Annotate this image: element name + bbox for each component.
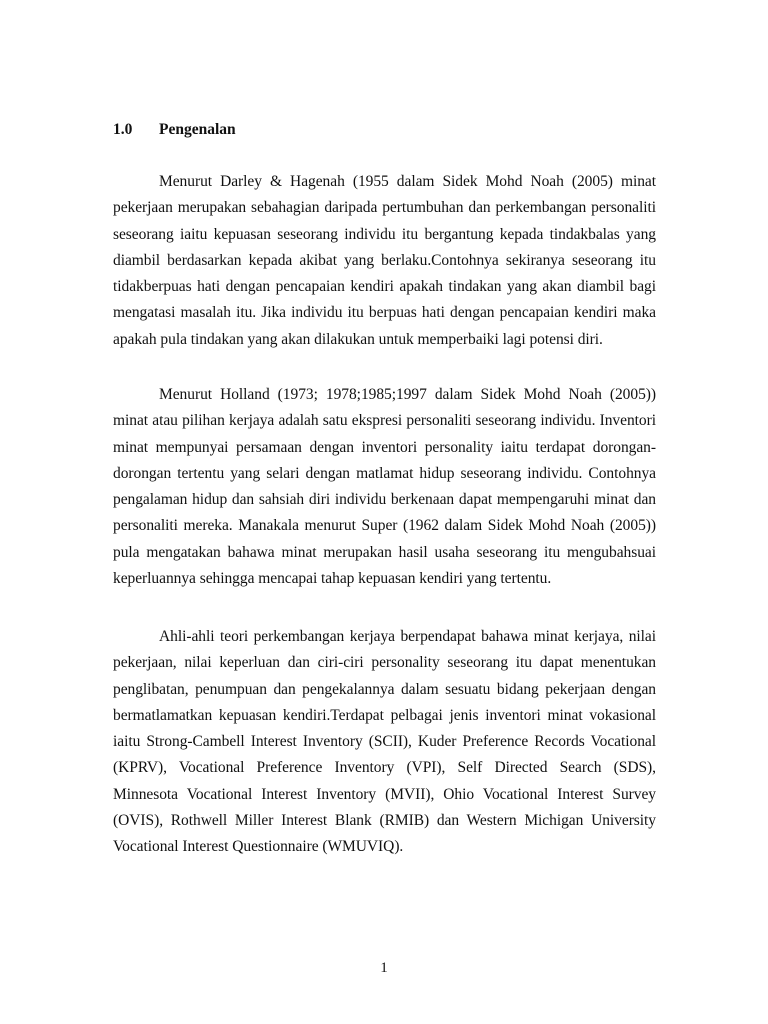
page-number: 1: [380, 960, 388, 976]
paragraph-2: Menurut Holland (1973; 1978;1985;1997 dalam Sidek Mohd Noah (2005)) minat atau pilihan kerjaya adalah satu ekspresi personaliti seseorang individu. Inventori minat mempunyai persamaan dengan inventori personality iaitu terdapat dorongan-dorongan tertentu yang selari dengan matlamat hidup seseorang individu. Contohnya pengalaman hidup dan sahsiah diri individu berkenaan dapat mempengaruhi minat dan personaliti mereka. Manakala menurut Super (1962 dalam Sidek Mohd Noah (2005)) pula mengatakan bahawa minat merupakan hasil usaha seseorang itu mengubahsuai keperluannya sehingga mencapai tahap kepuasan kendiri yang tertentu.: [113, 386, 656, 588]
section-number: 1.0: [113, 121, 133, 138]
paragraph-1: Menurut Darley & Hagenah (1955 dalam Sidek Mohd Noah (2005) minat pekerjaan merupakan sebahagian daripada pertumbuhan dan perkembangan personaliti seseorang iaitu kepuasan seseorang individu itu bergantung kepada tindakbalas yang diambil berdasarkan kepada akibat yang berlaku.Contohnya sekiranya seseorang itu tidakberpuas hati dengan pencapaian kendiri apakah tindakan yang akan diambil bagi mengatasi masalah itu. Jika individu itu berpuas hati dengan pencapaian kendiri maka apakah pula tindakan yang akan dilakukan untuk memperbaiki lagi potensi diri.: [113, 173, 656, 348]
section-title: Pengenalan: [159, 121, 236, 138]
section-heading: [113, 120, 236, 140]
paragraph-3: Ahli-ahli teori perkembangan kerjaya berpendapat bahawa minat kerjaya, nilai pekerjaan, nilai keperluan dan ciri-ciri personality seseorang itu dapat menentukan penglibatan, penumpuan dan pengekalannya dalam sesuatu bidang pekerjaan dengan bermatlamatkan kepuasan kendiri.Terdapat pelbagai jenis inventori minat vokasional iaitu Strong-Cambell Interest Inventory (SCII), Kuder Preference Records Vocational (KPRV), Vocational Preference Inventory (VPI), Self Directed Search (SDS), Minnesota Vocational Interest Inventory (MVII), Ohio Vocational Interest Survey (OVIS), Rothwell Miller Interest Blank (RMIB) dan Western Michigan University Vocational Interest Questionnaire (WMUVIQ).: [113, 628, 656, 856]
